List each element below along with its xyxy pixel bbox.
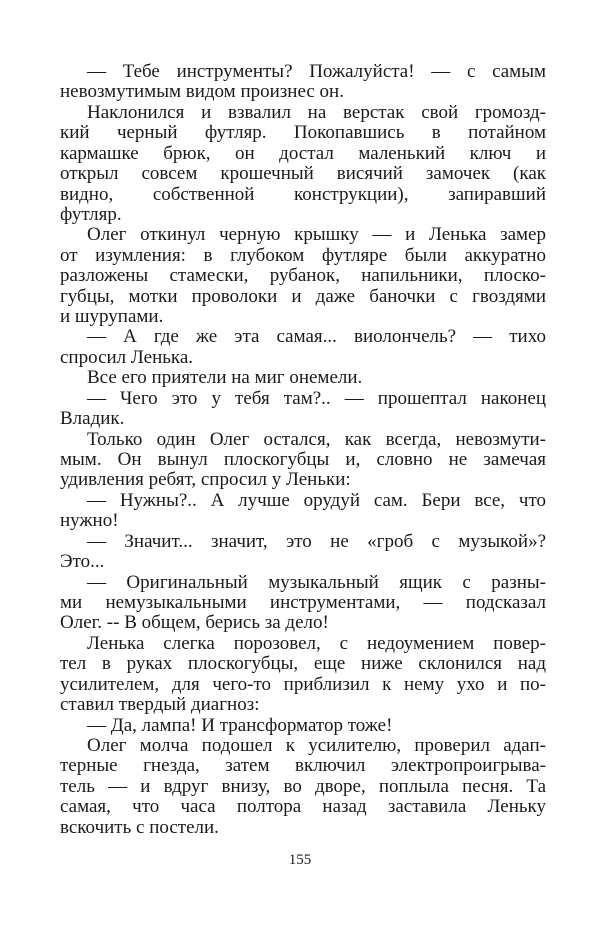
text-line: невозмутимым видом произнес он. bbox=[60, 81, 344, 103]
text-line: кий черный футляр. Покопавшись в потайном bbox=[60, 122, 546, 144]
text-line: терные гнезда, затем включил электропроигрыва- bbox=[60, 755, 546, 777]
text-line: кармашке брюк, он достал маленький ключ и bbox=[60, 142, 546, 164]
book-page-text bbox=[60, 62, 546, 838]
paragraph bbox=[60, 430, 546, 491]
text-line: ставил твердый диагноз: bbox=[60, 694, 260, 716]
text-line: ми немузыкальными инструментами, — подсказал bbox=[60, 591, 546, 613]
paragraph bbox=[60, 573, 546, 634]
text-line: Ленька слегка порозовел, с недоумением повер- bbox=[87, 632, 546, 654]
paragraph bbox=[60, 103, 546, 226]
paragraph bbox=[60, 389, 546, 430]
text-line: мым. Он вынул плоскогубцы и, словно не замечая bbox=[60, 449, 546, 471]
paragraph bbox=[60, 716, 546, 736]
paragraph bbox=[60, 368, 546, 388]
text-line: видно, собственной конструкции), запиравший bbox=[60, 183, 546, 205]
text-line: Олег. -- В общем, берись за дело! bbox=[60, 612, 329, 634]
text-line: вскочить с постели. bbox=[60, 816, 219, 838]
paragraph bbox=[60, 62, 546, 103]
page-number: 155 bbox=[288, 852, 312, 868]
paragraph bbox=[60, 225, 546, 327]
paragraph bbox=[60, 736, 546, 838]
text-line: от изумления: в глубоком футляре были аккуратно bbox=[60, 244, 546, 266]
text-line: удивления ребят, спросил у Леньки: bbox=[60, 469, 351, 491]
text-line: — Оригинальный музыкальный ящик с разны- bbox=[87, 571, 546, 593]
text-line: усилителем, для чего-то приблизил к нему ухо и по- bbox=[60, 673, 546, 695]
text-line: — Чего это у тебя там?.. — прошептал наконец bbox=[87, 387, 546, 409]
text-line: губцы, мотки проволоки и даже баночки с гвоздями bbox=[60, 285, 546, 307]
text-line: — Значит... значит, это не «гроб с музыкой»? bbox=[87, 530, 546, 552]
text-line: Олег откинул черную крышку — и Ленька замер bbox=[87, 224, 546, 246]
text-line: — А где же эта самая... виолончель? — тихо bbox=[87, 326, 546, 348]
text-line: Только один Олег остался, как всегда, невозмути- bbox=[87, 428, 546, 450]
paragraph bbox=[60, 532, 546, 573]
text-line: Это... bbox=[60, 551, 105, 573]
text-line: тель — и вдруг внизу, во дворе, поплыла песня. Та bbox=[60, 775, 546, 797]
paragraph bbox=[60, 491, 546, 532]
text-line: — Тебе инструменты? Пожалуйста! — с самым bbox=[87, 61, 546, 82]
text-line: Все его приятели на миг онемели. bbox=[87, 367, 363, 389]
text-line: самая, что часа полтора назад заставила Леньку bbox=[60, 796, 546, 818]
text-line: Наклонился и взвалил на верстак свой громозд- bbox=[87, 101, 546, 123]
text-line: Владик. bbox=[60, 408, 125, 430]
text-line: открыл совсем крошечный висячий замочек (как bbox=[60, 163, 546, 185]
text-line: спросил Ленька. bbox=[60, 346, 194, 368]
text-line: — Да, лампа! И трансформатор тоже! bbox=[87, 714, 393, 736]
text-line: разложены стамески, рубанок, напильники, плоско- bbox=[60, 265, 546, 287]
text-line: и шурупами. bbox=[60, 306, 164, 328]
text-line: нужно! bbox=[60, 510, 119, 532]
text-line: тел в руках плоскогубцы, еще ниже склонился над bbox=[60, 653, 546, 675]
text-line: футляр. bbox=[60, 203, 122, 225]
text-line: Олег молча подошел к усилителю, проверил адап- bbox=[87, 734, 546, 756]
paragraph bbox=[60, 634, 546, 716]
text-line: — Нужны?.. А лучше орудуй сам. Бери все, что bbox=[87, 489, 546, 511]
paragraph bbox=[60, 327, 546, 368]
